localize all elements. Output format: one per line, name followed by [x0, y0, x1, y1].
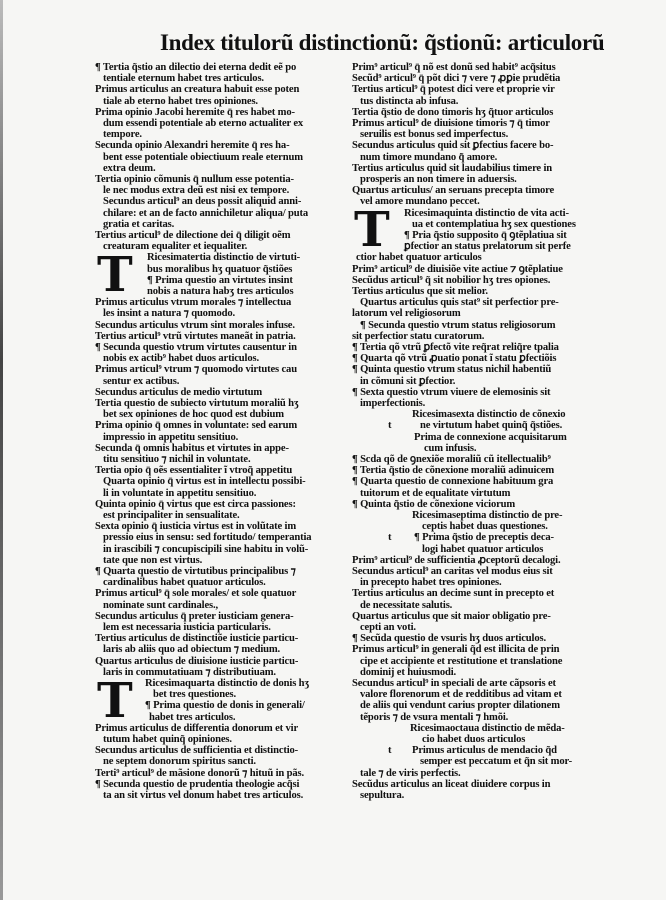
text-line: Prim⁹ articul⁹ de sufficientia ꝓceptorũ decalogi. — [352, 554, 561, 566]
text-line: sit perfectior statu curatorum. — [352, 330, 485, 342]
text-line: ¶ Quinta questio vtrum status nichil habentiũ — [352, 364, 552, 376]
text-line: cepti an voti. — [360, 622, 416, 633]
page-edge-shadow — [0, 0, 3, 900]
text-line: Prim⁹ articul⁹ de diuisiõe vite actiue ⁊ ꝯtẽplatiue — [352, 263, 563, 275]
text-line: tẽporis ⁊ de vsura mentali ⁊ hmõi. — [360, 711, 509, 723]
text-line: ¶ Tertia q̃stio an dilectio dei eterna dedit eẽ po — [95, 62, 297, 73]
text-line: prosperis an non timere in aduersis. — [360, 174, 517, 185]
text-line: Secunda opinio Alexandri heremite q̄ res ha- — [95, 140, 290, 152]
text-line: Primus articul⁹ vtrum ⁊ quomodo virtutes cau — [95, 364, 297, 376]
text-line: semper est peccatum et q̃n sit mor- — [420, 756, 573, 768]
text-line: habet tres articulos. — [149, 711, 236, 723]
text-line: Primus articul⁹ de diuisione timoris ⁊ q̄ timor — [352, 118, 550, 129]
text-line: Secunda q̄ omnis habitus et virtutes in appe- — [95, 442, 289, 454]
text-line: Primus articulus de mendacio q̃d — [412, 745, 557, 757]
text-line: dum essendi potentiale ab eterno actualiter ex — [103, 118, 304, 129]
text-line: Quartus articulus/ an seruans precepta timore — [352, 185, 555, 197]
text-line: Quartus articulus quis stat⁹ sit perfectior pre- — [360, 297, 559, 309]
text-line: in precepto habet tres opiniones. — [360, 577, 502, 589]
text-line: Tertia q̃stio de dono timoris hʒ q̃tuor articulos — [352, 106, 554, 118]
text-line: li in voluntate in appetitu sensitiuo. — [103, 487, 257, 499]
text-line: Ricesimaquinta distinctio de vita acti- — [404, 207, 569, 219]
text-line: Secũdus articul⁹ q̃ sit nobilior hʒ tres opiones. — [352, 274, 551, 286]
margin-mark: t — [388, 420, 392, 432]
text-line: tus distincta ab infusa. — [360, 95, 459, 107]
text-line: Tertia opio q̄ oẽs essentialiter ĩ vtroq̃ appetitu — [95, 465, 293, 477]
text-line: Prima opinio Jacobi heremite q̄ res habet mo- — [95, 106, 295, 118]
text-line: ¶ Pria q̃stio supposito q̄ ꝯtẽplatiua sit — [404, 230, 567, 241]
text-line: ¶ Prima q̃stio de preceptis deca- — [414, 532, 554, 544]
text-line: vel amore mundano peccet. — [360, 196, 480, 208]
text-line: ¶ Secunda questio de prudentia theologie acq̃si — [95, 778, 300, 790]
text-line: cardinalibus habet quatuor articulos. — [103, 577, 266, 589]
text-line: seruilis est bonus sed imperfectus. — [360, 129, 509, 141]
text-line: Tertius articul⁹ q̄ potest dici vere et proprie vir — [352, 84, 555, 96]
text-line: latorum vel religiosorum — [352, 308, 461, 320]
text-line: ꝑfectior an status prelatorum sit perfe — [404, 241, 571, 253]
text-line: Terti⁹ articul⁹ de mãsione donorũ ⁊ hituũ in pãs. — [95, 767, 305, 779]
text-line: cipe et accipiente et restitutione et translatione — [360, 655, 563, 667]
text-line: Ricesimaseptima distinctio de pre- — [412, 510, 563, 521]
text-line: Secundus articulus de sufficientia et distinctio- — [95, 745, 299, 757]
text-line: pressio eius in sensu: sed fortitudo/ temperantia — [103, 532, 312, 544]
text-line: tuitorum et de equalitate virtutum — [360, 487, 511, 499]
text-line: bent esse potentiale obiectiuum reale eternum — [103, 151, 303, 163]
text-line: bet sex opiniones de hoc quod est dubium — [103, 409, 284, 421]
text-line: ¶ Prima questio an virtutes insint — [147, 274, 293, 286]
text-line: Secundus articulus quid sit ꝑfectius facere bo- — [352, 140, 554, 152]
text-line: Prim⁹ articul⁹ q̄ nõ est donũ sed habit⁹ acq̃situs — [352, 62, 556, 73]
text-line: Prima de connexione acquisitarum — [414, 431, 567, 443]
text-line: ua et contemplatiua hʒ sex questiones — [412, 218, 576, 230]
text-line: ¶ Secunda questio vtrum status religiosorum — [360, 319, 556, 331]
text-line: Primus articulus de differentia donorum et vir — [95, 722, 298, 734]
text-line: Quinta opinio q̄ virtus que est circa passiones: — [95, 498, 296, 510]
text-line: ¶ Sexta questio vtrum viuere de elemosinis sit — [352, 386, 551, 398]
margin-mark: t — [388, 745, 392, 757]
text-line: imperfectionis. — [360, 398, 426, 409]
text-line: les insint a natura ⁊ quomodo. — [103, 308, 236, 320]
text-line: creaturam equaliter et iequaliter. — [103, 241, 248, 253]
text-line: ta an sit virtus vel donum habet tres articulos. — [103, 790, 304, 801]
text-line: impressio in appetitu sensitiuo. — [103, 431, 239, 443]
text-line: nominate sunt cardinales., — [103, 599, 218, 611]
text-line: ¶ Secunda questio vtrum virtutes causentur in — [95, 342, 297, 353]
text-line: cum infusis. — [424, 442, 477, 454]
drop-cap-t: T — [97, 253, 133, 297]
text-line: tiale ab eterno habet tres opiniones. — [103, 95, 258, 107]
text-line: ¶ Tertia q̃stio de cõnexione moraliũ adinuicem — [352, 465, 555, 477]
text-line: ne septem donorum spiritus sancti. — [103, 756, 256, 768]
text-line: de aliis qui vendunt carius propter dilationem — [360, 700, 560, 712]
text-line: Secundus articulus de medio virtutum — [95, 386, 263, 398]
text-line: ctior habet quatuor articulos — [356, 252, 482, 264]
text-line: tutum habet quinq̃ opiniones. — [103, 734, 232, 745]
text-line: Ricesimaquarta distinctio de donis hʒ — [145, 678, 310, 689]
text-line: laris in commutatiuam ⁊ distributiuam. — [103, 666, 276, 678]
text-line: Secundus articulus q̄ preter iusticiam genera- — [95, 610, 294, 622]
text-line: ¶ Secũda questio de vsuris hʒ duos articulos. — [352, 633, 546, 645]
text-line: Tertius articulus que sit melior. — [352, 286, 488, 297]
text-line: Tertius articul⁹ vtrũ virtutes maneãt in patria. — [95, 330, 296, 342]
text-line: ¶ Scda qõ de ꝯnexiõe moraliũ cũ itellectualib⁹ — [352, 454, 551, 465]
text-line: est principaliter in sensualitate. — [103, 510, 240, 521]
text-line: Quarta opinio q̄ virtus est in intellectu possibi- — [103, 476, 306, 488]
text-line: tentiale eternum habet tres articulos. — [103, 73, 264, 85]
page-title: Index titulorũ distinctionũ: q̃stionũ: articulorũ — [160, 30, 605, 55]
text-line: Primus articulus an creatura habuit esse poten — [95, 84, 300, 96]
text-line: num timore mundano q̄̃ amore. — [360, 151, 498, 163]
text-line: Tertius articulus an decime sunt in precepto et — [352, 588, 555, 600]
text-line: ¶ Quarta questio de virtutibus principalibus ⁊ — [95, 566, 296, 577]
text-line: Quartus articulus de diuisione iusticie particu- — [95, 655, 299, 667]
text-line: Secundus articul⁹ in speciali de arte cãpsoris et — [352, 678, 556, 689]
text-line: Tertius articulus de distinctiõe iusticie particu- — [95, 633, 299, 645]
text-line: tempore. — [103, 129, 142, 141]
text-line: gratia et caritas. — [103, 218, 175, 230]
text-line: logi habet quatuor articulos — [422, 543, 544, 555]
text-line: in cõmuni sit ꝑfectior. — [360, 375, 456, 387]
text-line: chilare: et an de facto annichiletur aliqua/ puta — [103, 207, 309, 219]
text-line: ¶ Quarta questio de connexione habituum gra — [352, 476, 554, 488]
text-line: Tertia opinio cõmunis q̄ nullum esse potentia- — [95, 174, 294, 185]
text-line: bus moralibus hʒ quatuor q̃stiões — [147, 263, 293, 275]
text-line: Tertia questio de subiecto virtutum moraliũ hʒ — [95, 398, 299, 409]
text-line: de necessitate salutis. — [360, 599, 453, 611]
text-line: tate que non est virtus. — [103, 554, 203, 566]
text-line: bet tres questiones. — [153, 689, 237, 701]
text-line: le nec modus extra deũ est nisi ex tempore. — [103, 185, 290, 197]
text-line: in irascibili ⁊ concupiscipili sine habitu in volũ- — [103, 543, 309, 555]
text-line: nobis ex actib⁹ habet duos articulos. — [103, 353, 259, 365]
text-line: titu sensitiuo ⁊ nichil in voluntate. — [103, 454, 251, 465]
text-line: Secundus articul⁹ an deus possit aliquid anni- — [103, 196, 302, 208]
text-line: nobis a natura habʒ tres articulos — [147, 286, 294, 297]
drop-cap-t: T — [354, 208, 390, 252]
text-line: Primus articulus vtrum morales ⁊ intellectua — [95, 297, 292, 309]
text-line: Sexta opinio q̄ iusticia virtus est in volũtate im — [95, 521, 297, 533]
margin-mark: t — [388, 532, 392, 544]
text-line: Ricesimaoctaua distinctio de mẽda- — [410, 722, 565, 734]
drop-cap-t: T — [97, 679, 133, 723]
text-line: Ricesimasexta distinctio de cõnexio — [412, 409, 566, 421]
text-line: Tertius articulus quid sit laudabilius timere in — [352, 162, 553, 174]
text-line: cio habet duos articulos — [422, 734, 526, 745]
text-line: ¶ Prima questio de donis in generali/ — [145, 700, 305, 712]
text-line: Secundus articulus vtrum sint morales infuse. — [95, 319, 295, 331]
text-line: ne virtutum habet quinq̃ q̃stiões. — [420, 420, 563, 432]
text-line: ¶ Quarta qõ vtrũ ꝓuatio ponat ĩ statu ꝑfectiõis — [352, 353, 557, 365]
text-line: Secundus articul⁹ an caritas vel modus eius sit — [352, 566, 553, 577]
text-line: ¶ Tertia qõ vtrũ ꝑfectõ vite req̃rat reliq̃re tpalia — [352, 342, 559, 353]
text-line: valore florenorum et de redditibus ad vitam et — [360, 689, 562, 701]
text-line: Tertius articul⁹ de dilectione dei q̄ diligit oẽm — [95, 230, 291, 241]
text-line: Secũdus articulus an liceat diuidere corpus in — [352, 778, 551, 790]
text-line: laris ab aliis quo ad obiectum ⁊ medium. — [103, 644, 281, 656]
text-line: extra deum. — [103, 162, 156, 174]
text-line: Quartus articulus que sit maior obligatio pre- — [352, 610, 551, 622]
text-line: Prima opinio q̄ omnes in voluntate: sed earum — [95, 420, 298, 432]
text-line: Primus articul⁹ q̄ sole morales/ et sole quatuor — [95, 588, 297, 600]
text-line: dominij et huiusmodi. — [360, 666, 457, 678]
text-line: sentur ex actibus. — [103, 375, 180, 387]
text-line: ceptis habet duas questiones. — [422, 521, 548, 533]
text-line: Ricesimatertia distinctio de virtuti- — [147, 252, 301, 264]
text-line: sepultura. — [360, 790, 405, 801]
text-line: Secũd⁹ articul⁹ q̄ põt dici ⁊ vere ⁊ ꝓꝑie prudẽtia — [352, 73, 561, 85]
text-line: lem est necessaria iusticia particularis. — [103, 622, 271, 633]
text-line: Primus articul⁹ in generali q̃d est illicita de prin — [352, 644, 560, 656]
text-line: tale ⁊ de viris perfectis. — [360, 767, 461, 779]
text-line: ¶ Quinta q̃stio de cõnexione viciorum — [352, 498, 516, 510]
